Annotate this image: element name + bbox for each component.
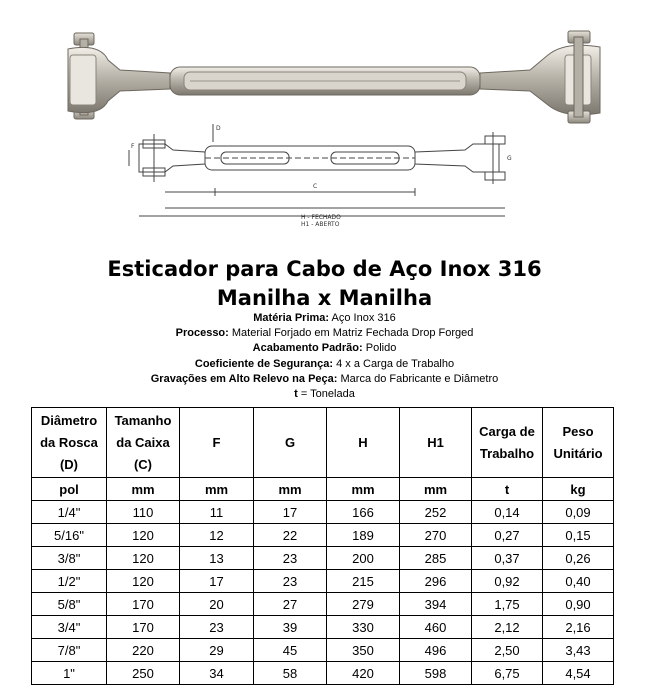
table-cell: 2,50 <box>472 639 543 662</box>
table-cell: 23 <box>254 547 327 570</box>
unit-cell: t <box>472 478 543 501</box>
table-cell: 0,27 <box>472 524 543 547</box>
turnbuckle-body <box>170 67 480 95</box>
spec-value: Material Forjado em Matriz Fechada Drop Forged <box>231 327 474 340</box>
spec-value: = Tonelada <box>300 388 355 400</box>
table-cell: 120 <box>107 547 180 570</box>
table-cell: 252 <box>400 501 472 524</box>
spec-table <box>31 407 614 685</box>
unit-cell: mm <box>327 478 400 501</box>
table-cell: 0,92 <box>472 570 543 593</box>
column-header <box>180 408 254 478</box>
unit-cell: mm <box>254 478 327 501</box>
table-cell: 200 <box>327 547 400 570</box>
label-h: H - FECHADO <box>301 214 341 221</box>
column-header-line: Tamanho <box>114 412 172 428</box>
column-header-line: Unitário <box>553 445 603 461</box>
table-cell: 394 <box>400 593 472 616</box>
table-cell: 22 <box>254 524 327 547</box>
table-cell: 17 <box>254 501 327 524</box>
spec-line <box>0 387 649 401</box>
table-cell: 496 <box>400 639 472 662</box>
table-cell: 0,90 <box>543 593 614 616</box>
table-cell: 2,16 <box>543 616 614 639</box>
column-header-line: G <box>284 434 296 450</box>
table-cell: 3/8" <box>32 547 107 570</box>
table-cell: 460 <box>400 616 472 639</box>
column-header <box>327 408 400 478</box>
table-cell: 3/4" <box>32 616 107 639</box>
spec-label: t <box>294 388 298 400</box>
column-header-line: da Rosca <box>40 434 98 450</box>
table-cell: 1,75 <box>472 593 543 616</box>
table-cell: 120 <box>107 524 180 547</box>
spec-value: 4 x a Carga de Trabalho <box>336 357 455 370</box>
table-cell: 330 <box>327 616 400 639</box>
table-cell: 0,09 <box>543 501 614 524</box>
table-cell: 5/16" <box>32 524 107 547</box>
spec-value: Marca do Fabricante e Diâmetro <box>340 372 499 385</box>
table-row <box>32 662 614 685</box>
table-row <box>32 501 614 524</box>
column-header-line: F <box>212 434 221 450</box>
spec-value: Aço Inox 316 <box>331 312 396 324</box>
technical-drawing <box>125 118 525 230</box>
spec-label: Matéria Prima: <box>253 312 330 324</box>
table-cell: 23 <box>254 570 327 593</box>
table-cell: 6,75 <box>472 662 543 685</box>
table-cell: 350 <box>327 639 400 662</box>
column-header-line: Peso <box>562 423 594 439</box>
table-cell: 11 <box>180 501 254 524</box>
table-cell: 220 <box>107 639 180 662</box>
product-title: Esticador para Cabo de Aço Inox 316 <box>107 257 542 281</box>
column-header-line: Diâmetro <box>40 412 98 428</box>
table-cell: 29 <box>180 639 254 662</box>
unit-cell: mm <box>400 478 472 501</box>
column-header <box>543 408 614 478</box>
table-row <box>32 570 614 593</box>
spec-label: Processo: <box>175 327 229 340</box>
product-subtitle: Manilha x Manilha <box>216 286 433 310</box>
spec-line <box>0 311 649 325</box>
table-row <box>32 616 614 639</box>
table-row <box>32 547 614 570</box>
table-cell: 45 <box>254 639 327 662</box>
table-cell: 4,54 <box>543 662 614 685</box>
table-cell: 270 <box>400 524 472 547</box>
table-cell: 215 <box>327 570 400 593</box>
column-header-line: Trabalho <box>479 445 535 461</box>
spec-line <box>0 372 649 386</box>
table-cell: 250 <box>107 662 180 685</box>
spec-label: Gravações em Alto Relevo na Peça: <box>150 372 338 385</box>
table-cell: 2,12 <box>472 616 543 639</box>
column-header-line: (C) <box>133 456 153 472</box>
table-cell: 23 <box>180 616 254 639</box>
table-cell: 120 <box>107 570 180 593</box>
column-header <box>107 408 180 478</box>
table-row <box>32 639 614 662</box>
table-cell: 20 <box>180 593 254 616</box>
table-cell: 166 <box>327 501 400 524</box>
spec-value: Polido <box>365 342 397 355</box>
unit-cell: mm <box>107 478 180 501</box>
table-cell: 0,40 <box>543 570 614 593</box>
table-row <box>32 524 614 547</box>
unit-cell: pol <box>32 478 107 501</box>
table-cell: 12 <box>180 524 254 547</box>
table-cell: 27 <box>254 593 327 616</box>
table-cell: 13 <box>180 547 254 570</box>
column-header <box>32 408 107 478</box>
table-cell: 0,15 <box>543 524 614 547</box>
spec-line <box>0 357 649 371</box>
table-units-row <box>32 478 614 501</box>
table-cell: 58 <box>254 662 327 685</box>
column-header-line: H <box>358 434 368 450</box>
spec-line <box>0 326 649 340</box>
table-cell: 7/8" <box>32 639 107 662</box>
table-cell: 279 <box>327 593 400 616</box>
table-cell: 0,14 <box>472 501 543 524</box>
table-cell: 296 <box>400 570 472 593</box>
left-jaw <box>68 33 170 119</box>
table-cell: 285 <box>400 547 472 570</box>
spec-line <box>0 341 649 355</box>
column-header-line: H1 <box>427 434 444 450</box>
unit-cell: kg <box>543 478 614 501</box>
right-jaw <box>480 31 600 123</box>
table-cell: 0,26 <box>543 547 614 570</box>
table-row <box>32 593 614 616</box>
label-c: C <box>313 183 318 190</box>
table-cell: 0,37 <box>472 547 543 570</box>
table-cell: 39 <box>254 616 327 639</box>
unit-cell: mm <box>180 478 254 501</box>
column-header <box>400 408 472 478</box>
table-cell: 420 <box>327 662 400 685</box>
table-cell: 1" <box>32 662 107 685</box>
column-header-line: (D) <box>59 456 79 472</box>
column-header <box>472 408 543 478</box>
label-f: F <box>131 143 135 150</box>
label-g: G <box>507 155 512 162</box>
spec-label: Acabamento Padrão: <box>252 342 363 355</box>
table-cell: 17 <box>180 570 254 593</box>
table-cell: 3,43 <box>543 639 614 662</box>
table-cell: 34 <box>180 662 254 685</box>
label-h1: H1 - ABERTO <box>301 221 340 228</box>
table-cell: 598 <box>400 662 472 685</box>
column-header-line: Carga de <box>479 423 535 439</box>
spec-label: Coeficiente de Segurança: <box>194 357 334 370</box>
column-header-line: da Caixa <box>116 434 170 450</box>
column-header <box>254 408 327 478</box>
table-header-row <box>32 408 614 478</box>
table-cell: 110 <box>107 501 180 524</box>
table-cell: 189 <box>327 524 400 547</box>
table-cell: 5/8" <box>32 593 107 616</box>
label-d: D <box>216 125 221 132</box>
table-cell: 1/4" <box>32 501 107 524</box>
table-cell: 170 <box>107 593 180 616</box>
table-cell: 170 <box>107 616 180 639</box>
table-cell: 1/2" <box>32 570 107 593</box>
